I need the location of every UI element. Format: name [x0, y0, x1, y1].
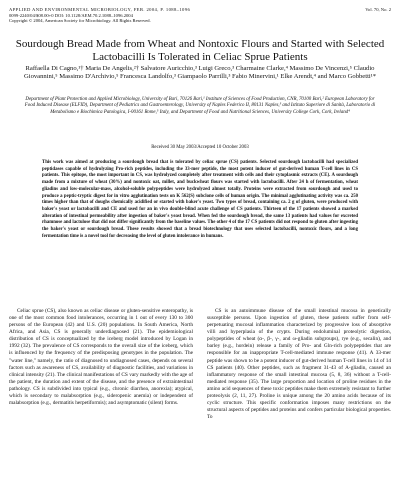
copyright-line: Copyright © 2004, American Society for Microbiology. All Rights Reserved.: [9, 18, 151, 24]
abstract: This work was aimed at producing a sourdough bread that is tolerated by celiac sprue (CS) patients. Selected sourdough lactobacilli had specialized peptidases capable of hydrolyzing Pro-rich peptides, including the 33-mer peptide, the most potent inducer of gut-derived human T-cell lines in CS patients. This epitope, the most important in CS, was hydrolyzed completely after treatment with cells and their cytoplasmic extracts (CE). A sourdough made from a mixture of wheat (30%) and nontoxic oat, millet, and buckwheat flours was started with lactobacilli. After 24 h of fermentation, wheat gliadins and low-molecular-mass, alcohol-soluble polypeptides were hydrolyzed almost totally. Proteins were extracted from sourdough and used to produce a peptic-tryptic digest for in vitro agglutination tests on K 562(S) subclone cells of human origin. The minimal agglutinating activity was ca. 250 times higher than that of doughs chemically acidified or started with baker's yeast. Two types of bread, containing ca. 2 g of gluten, were produced with baker's yeast or lactobacilli and CE and used for an in vivo double-blind acute challenge of CS patients. Thirteen of the 17 patients showed a marked alteration of intestinal permeability after ingestion of baker's yeast bread. When fed the sourdough bread, the same 13 patients had values for excreted rhamnose and lactulose that did not differ significantly from the baseline values. The other 4 of the 17 CS patients did not respond to gluten after ingesting the baker's yeast or sourdough bread. These results showed that a bread biotechnology that uses selected lactobacilli, nontoxic flours, and a long fermentation time is a novel tool for decreasing the level of gluten intolerance in humans.: [42, 160, 358, 239]
journal-header: [9, 7, 391, 24]
author-list: Raffaella Di Cagno,¹† Maria De Angelis,²† Salvatore Auricchio,³ Luigi Greco,³ Charmaine Clarke,⁴ Massimo De Vincenzi,⁵ Claudio Giovannini,⁵ Massimo D'Archivio,⁵ Francesca Landolfo,³ Giampaolo Parrilli,³ Fabio Minervini,¹ Elke Arendt,⁴ and Marco Gobbetti¹*: [23, 65, 377, 81]
volume-number: Vol. 70, No. 2: [365, 7, 391, 12]
body-paragraph: Celiac sprue (CS), also known as celiac disease or gluten-sensitive enteropathy, is one of the most common food intolerances, occurring in 1 out of every 130 to 300 persons of the European (42) and U.S. (20) populations. In South America, North Africa, and Asia, CS is generally underdiagnosed (21). The epidemiological distribution of CS is conceptualized by the iceberg model introduced by Logan in 1992 (32). The prevalence of CS corresponds to the overall size of the iceberg, which is influenced by the frequency of the predisposing genotypes in the population. The "water line," namely, the ratio of diagnosed to undiagnosed cases, depends on several factors such as awareness of CS, availability of diagnostic facilities, and variations in clinical intensity (21). The clinical manifestations of CS vary markedly with the age of the patient, the duration and extent of the disease, and the presence of extraintestinal pathology. CS is subdivided into typical (e.g., chronic diarrhea, anorexia); atypical, which is secondary to malabsorption (e.g., sideropenic anemia) or independent of malabsorption (e.g., dermatitis herpetiformis); and asymptomatic (silent) forms.: [9, 308, 193, 407]
doi-line: 0099-2240/04/$08.00+0 DOI: 10.1128/AEM.70.2.1088–1096.2004: [9, 12, 133, 18]
body-column-right: [207, 308, 391, 421]
journal-citation: APPLIED AND ENVIRONMENTAL MICROBIOLOGY, FEB. 2004, P. 1088–1096: [9, 7, 191, 12]
received-dates: Received 30 May 2003/Accepted 10 October 2003: [151, 145, 249, 150]
article-title: Sourdough Bread Made from Wheat and Nontoxic Flours and Started with Selected Lactobacilli Is Tolerated in Celiac Sprue Patients: [15, 38, 385, 63]
body-paragraph: CS is an autoimmune disease of the small intestinal mucosa in genetically susceptible persons. Upon ingestion of gluten, these patients suffer from self-perpetuating mucosal inflammation characterized by progressive loss of absorptive villi and hyperplasia of the crypts. During endoluminal proteolytic digestion, polypeptides of wheat (α-, β-, γ-, and ω-gliadin subgroups), rye (e.g., secalin), and barley (e.g., hordein) release a family of Pro- and Gln-rich polypeptides that are responsible for an inappropriate T-cell-mediated immune response (41). A 33-mer peptide was shown to be a potent inducer of gut-derived human T-cell lines in 14 of 14 CS patients (40). Other peptides, such as fragment 31-43 of A-gliadin, caused an inflammatory response of the small intestinal mucosa (5, 8, 36) without a T-cell-mediated response (35). The large proportion and location of proline residues in the amino acid sequences of these toxic peptides make them extremely resistant to further proteolysis (2, 11, 27). Proline is unique among the 20 amino acids because of its cyclic structure. This specific conformation imposes many restrictions on the structural aspects of peptides and proteins and confers particular biological properties. To: [207, 308, 391, 421]
body-column-left: [9, 308, 193, 407]
affiliations: Department of Plant Protection and Applied Microbiology, University of Bari, 70126 Bari,¹ Institute of Sciences of Food Production, CNR, 70100 Bari,² European Laboratory for Food Induced Disease (ELFID), Department of Pediatrics and Gastroenterology, University of Naples Federico II, 80131 Naples,³ and Istituto Superiore di Sanità, Laboratorio di Metabolismo e Biochimica Patologica, I-00161 Rome,⁵ Italy, and Department of Food and Nutritional Sciences, University College Cork, Cork, Ireland⁴: [24, 97, 376, 115]
